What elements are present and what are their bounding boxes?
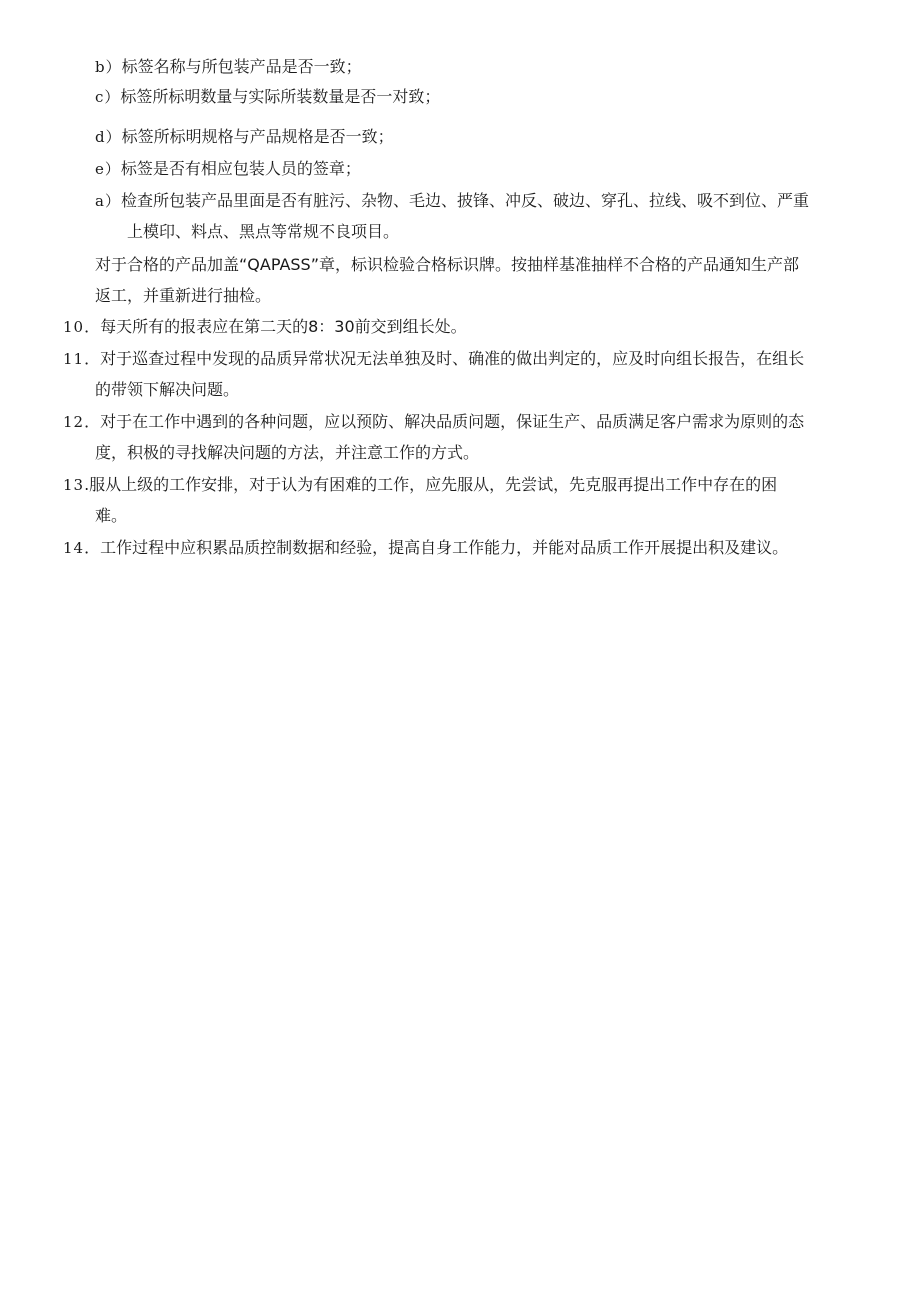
sub-item-marker: b） <box>95 58 122 76</box>
pass-paragraph-line-2: 返工，并重新进行抽检。 <box>95 286 272 305</box>
item-number: 14 <box>63 539 85 557</box>
sub-item-marker: a） <box>95 192 121 210</box>
sub-item-e <box>95 159 361 179</box>
item-number: 10 <box>63 318 85 336</box>
numbered-item-12 <box>63 412 804 432</box>
item-number: 12 <box>63 413 85 431</box>
numbered-item-11-continuation: 的带领下解决问题。 <box>95 380 240 399</box>
item-number: 11 <box>63 350 85 368</box>
sub-item-text: 检查所包装产品里面是否有脏污、杂物、毛边、披锋、冲反、破边、穿孔、拉线、吸不到位、严重 <box>120 191 809 210</box>
numbered-item-12-continuation: 度，积极的寻找解决问题的方法，并注意工作的方式。 <box>95 443 480 462</box>
item-text: ．对于在工作中遇到的各种问题，应以预防、解决品质问题，保证生产、品质满足客户需求为原则的态 <box>84 412 805 431</box>
sub-item-text: 标签是否有相应包装人员的签章； <box>120 159 361 178</box>
sub-item-a-continuation: 上模印、料点、黑点等常规不良项目。 <box>127 222 400 241</box>
sub-item-marker: e） <box>95 160 121 178</box>
numbered-item-11 <box>63 349 804 369</box>
numbered-item-13 <box>63 475 777 495</box>
sub-item-marker: d） <box>95 128 122 146</box>
sub-item-c <box>95 87 440 107</box>
sub-item-d <box>95 127 394 147</box>
sub-item-text: 标签所标明数量与实际所装数量是否一对致； <box>120 87 441 106</box>
pass-paragraph-line-1: 对于合格的产品加盖“QAPASS”章，标识检验合格标识牌。按抽样基准抽样不合格的产品通知生产部 <box>95 255 800 274</box>
sub-item-marker: c） <box>95 88 121 106</box>
sub-item-b <box>95 57 362 77</box>
sub-item-a <box>95 191 809 211</box>
sub-item-text: 标签名称与所包装产品是否一致； <box>121 57 362 76</box>
item-text: ．每天所有的报表应在第二天的8：30前交到组长处。 <box>84 317 467 336</box>
item-text: ．工作过程中应积累品质控制数据和经验，提高自身工作能力，并能对品质工作开展提出积及建议。 <box>84 538 789 557</box>
numbered-item-14 <box>63 538 788 558</box>
sub-item-text: 标签所标明规格与产品规格是否一致； <box>121 127 394 146</box>
numbered-item-13-continuation: 难。 <box>95 506 128 525</box>
item-text: ．对于巡查过程中发现的品质异常状况无法单独及时、确准的做出判定的，应及时向组长报告，在组长 <box>84 349 805 368</box>
item-number: 13 <box>63 476 85 494</box>
item-text: .服从上级的工作安排，对于认为有困难的工作，应先服从，先尝试，先克服再提出工作中存在的困 <box>84 475 778 494</box>
numbered-item-10 <box>63 317 467 337</box>
